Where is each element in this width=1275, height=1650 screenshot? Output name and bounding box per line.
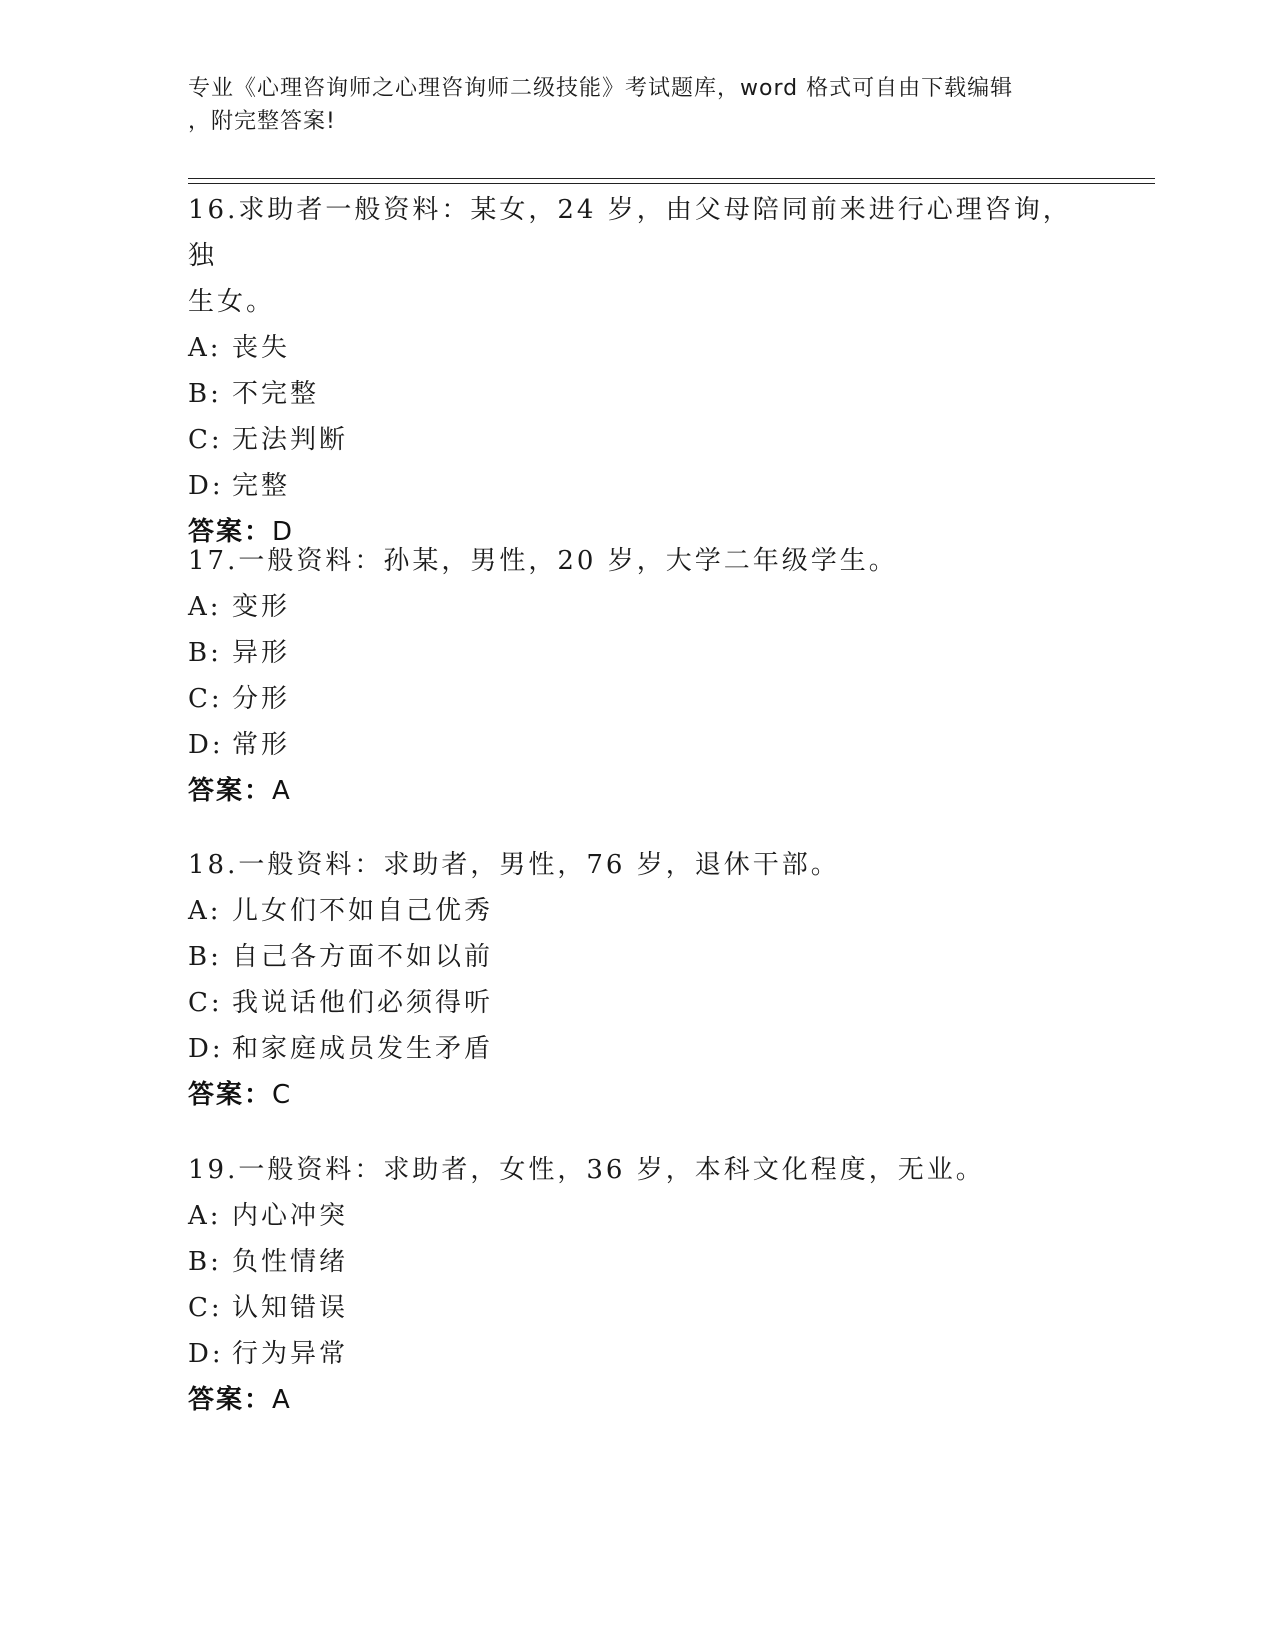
option-a[interactable] — [188, 325, 1088, 371]
header-divider-top — [188, 178, 1155, 179]
answer-line — [188, 768, 1088, 814]
option-text: 我说话他们必须得听 — [232, 988, 494, 1018]
option-text: 自己各方面不如以前 — [232, 942, 494, 972]
question-17 — [188, 538, 1088, 814]
option-a[interactable] — [188, 1193, 1088, 1239]
question-text: 19.一般资料：求助者，女性，36 岁，本科文化程度，无业。 — [188, 1155, 985, 1185]
option-text: 异形 — [232, 638, 291, 668]
option-text: 无法判断 — [232, 425, 349, 455]
option-b[interactable] — [188, 934, 1088, 980]
option-d[interactable] — [188, 722, 1088, 768]
option-c[interactable] — [188, 676, 1088, 722]
header-line-1: 专业《心理咨询师之心理咨询师二级技能》考试题库，word 格式可自由下载编辑 — [188, 76, 1014, 101]
answer-value: A — [272, 1385, 292, 1415]
option-a[interactable] — [188, 888, 1088, 934]
option-letter: D: — [188, 1034, 224, 1064]
option-text: 不完整 — [232, 379, 320, 409]
option-letter: D: — [188, 471, 224, 501]
option-letter: C: — [188, 425, 223, 455]
option-letter: D: — [188, 730, 224, 760]
option-text: 负性情绪 — [232, 1247, 349, 1277]
option-letter: D: — [188, 1339, 224, 1369]
question-text-continued: 生女。 — [188, 287, 276, 317]
option-letter: B: — [188, 638, 222, 668]
option-c[interactable] — [188, 417, 1088, 463]
option-text: 常形 — [232, 730, 291, 760]
option-text: 认知错误 — [232, 1293, 349, 1323]
option-text: 完整 — [232, 471, 291, 501]
answer-label: 答案： — [188, 1080, 273, 1110]
answer-value: C — [272, 1080, 293, 1110]
option-text: 内心冲突 — [232, 1201, 349, 1231]
answer-label: 答案： — [188, 776, 273, 806]
option-d[interactable] — [188, 1026, 1088, 1072]
answer-value: D — [272, 517, 295, 547]
option-text: 和家庭成员发生矛盾 — [232, 1034, 494, 1064]
option-text: 行为异常 — [232, 1339, 349, 1369]
option-letter: B: — [188, 942, 222, 972]
document-header — [188, 72, 1088, 138]
option-text: 儿女们不如自己优秀 — [232, 896, 494, 926]
option-text: 变形 — [232, 592, 291, 622]
answer-line — [188, 1072, 1088, 1118]
option-d[interactable] — [188, 463, 1088, 509]
option-letter: C: — [188, 988, 223, 1018]
option-letter: A: — [188, 592, 222, 622]
option-c[interactable] — [188, 980, 1088, 1026]
question-text: 18.一般资料：求助者，男性，76 岁，退休干部。 — [188, 850, 840, 880]
question-18 — [188, 842, 1088, 1118]
question-text: 17.一般资料：孙某，男性，20 岁，大学二年级学生。 — [188, 546, 898, 576]
option-letter: C: — [188, 1293, 223, 1323]
answer-label: 答案： — [188, 517, 273, 547]
option-text: 分形 — [232, 684, 291, 714]
option-letter: B: — [188, 379, 222, 409]
answer-label: 答案： — [188, 1385, 273, 1415]
option-d[interactable] — [188, 1331, 1088, 1377]
answer-line — [188, 1377, 1088, 1423]
header-line-2: ，附完整答案! — [188, 109, 336, 134]
option-b[interactable] — [188, 371, 1088, 417]
question-16 — [188, 187, 1088, 555]
option-letter: C: — [188, 684, 223, 714]
option-text: 丧失 — [232, 333, 291, 363]
option-a[interactable] — [188, 584, 1088, 630]
option-letter: A: — [188, 896, 222, 926]
option-b[interactable] — [188, 1239, 1088, 1285]
option-c[interactable] — [188, 1285, 1088, 1331]
question-text: 16.求助者一般资料：某女，24 岁，由父母陪同前来进行心理咨询，独 — [188, 195, 1072, 271]
header-divider-bottom — [188, 183, 1155, 184]
option-letter: B: — [188, 1247, 222, 1277]
question-19 — [188, 1147, 1088, 1423]
option-letter: A: — [188, 1201, 222, 1231]
option-b[interactable] — [188, 630, 1088, 676]
answer-value: A — [272, 776, 292, 806]
option-letter: A: — [188, 333, 222, 363]
